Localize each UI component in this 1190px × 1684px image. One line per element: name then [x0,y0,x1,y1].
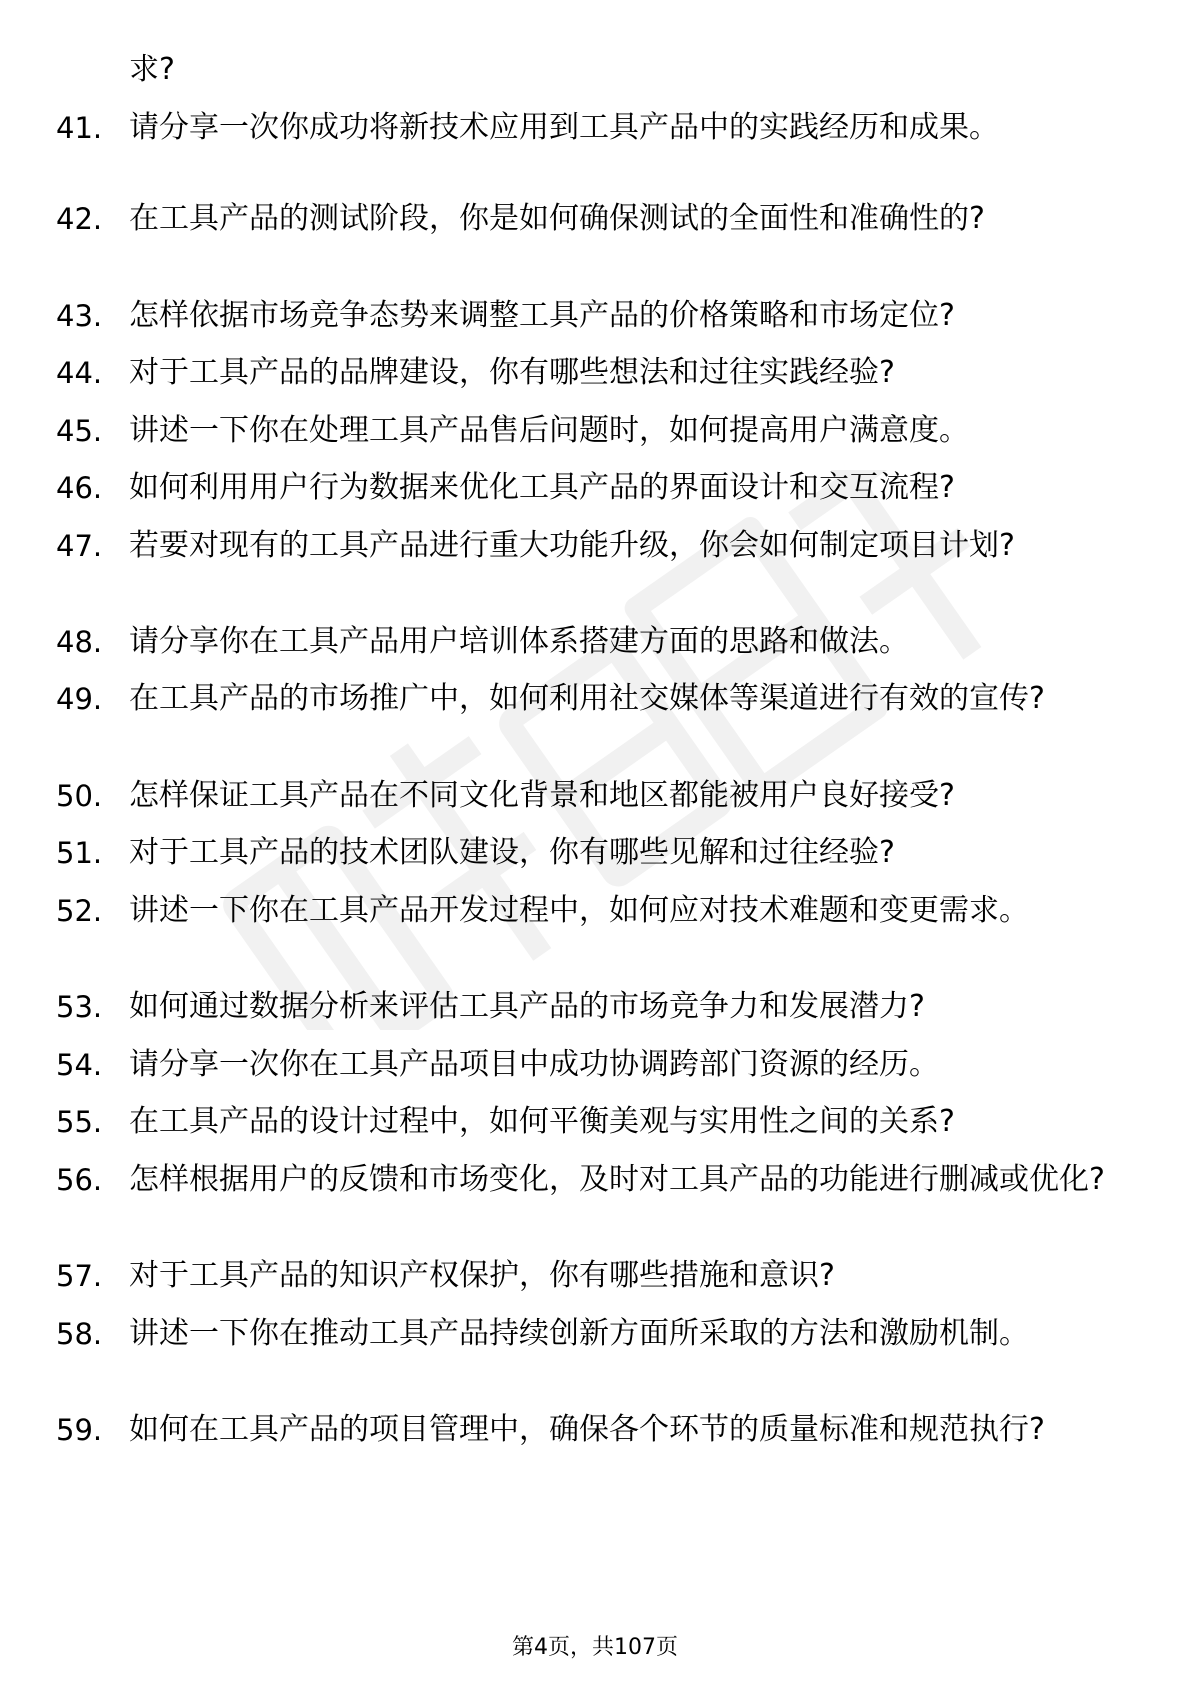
question-number: 56. [56,1163,103,1197]
question-text: 在工具产品的市场推广中，如何利用社交媒体等渠道进行有效的宣传? [129,681,1045,716]
question-number: 58. [56,1317,103,1351]
question-number: 44. [56,356,103,390]
question-text: 对于工具产品的品牌建设，你有哪些想法和过往实践经验? [129,355,895,390]
question-text: 请分享你在工具产品用户培训体系搭建方面的思路和做法。 [129,624,909,659]
page-footer: 第4页，共107页 [512,1635,678,1660]
question-text: 讲述一下你在处理工具产品售后问题时，如何提高用户满意度。 [129,413,969,448]
question-number: 41. [56,111,103,145]
question-text: 怎样根据用户的反馈和市场变化，及时对工具产品的功能进行删减或优化? [129,1162,1105,1197]
question-number: 59. [56,1413,103,1447]
question-number: 45. [56,414,103,448]
question-text: 在工具产品的测试阶段，你是如何确保测试的全面性和准确性的? [129,201,985,236]
question-text: 怎样保证工具产品在不同文化背景和地区都能被用户良好接受? [129,778,955,813]
question-number: 55. [56,1105,103,1139]
question-number: 47. [56,529,103,563]
question-number: 53. [56,990,103,1024]
question-number: 50. [56,779,103,813]
question-number: 48. [56,625,103,659]
question-number: 51. [56,836,103,870]
continuation-text: 求? [129,52,175,87]
question-text: 如何通过数据分析来评估工具产品的市场竞争力和发展潜力? [129,989,925,1024]
question-text: 对于工具产品的知识产权保护，你有哪些措施和意识? [129,1258,835,1293]
question-text: 讲述一下你在推动工具产品持续创新方面所采取的方法和激励机制。 [129,1316,1029,1351]
question-number: 43. [56,299,103,333]
question-text: 在工具产品的设计过程中，如何平衡美观与实用性之间的关系? [129,1104,955,1139]
question-number: 42. [56,202,103,236]
question-text: 对于工具产品的技术团队建设，你有哪些见解和过往经验? [129,835,895,870]
question-number: 57. [56,1259,103,1293]
question-number: 52. [56,894,103,928]
question-number: 54. [56,1048,103,1082]
question-text: 请分享一次你成功将新技术应用到工具产品中的实践经历和成果。 [129,110,999,145]
question-text: 若要对现有的工具产品进行重大功能升级，你会如何制定项目计划? [129,528,1015,563]
question-text: 讲述一下你在工具产品开发过程中，如何应对技术难题和变更需求。 [129,893,1029,928]
question-text: 请分享一次你在工具产品项目中成功协调跨部门资源的经历。 [129,1047,939,1082]
question-text: 如何利用用户行为数据来优化工具产品的界面设计和交互流程? [129,470,955,505]
question-text: 如何在工具产品的项目管理中，确保各个环节的质量标准和规范执行? [129,1412,1045,1447]
question-number: 49. [56,682,103,716]
question-number: 46. [56,471,103,505]
question-text: 怎样依据市场竞争态势来调整工具产品的价格策略和市场定位? [129,298,955,333]
